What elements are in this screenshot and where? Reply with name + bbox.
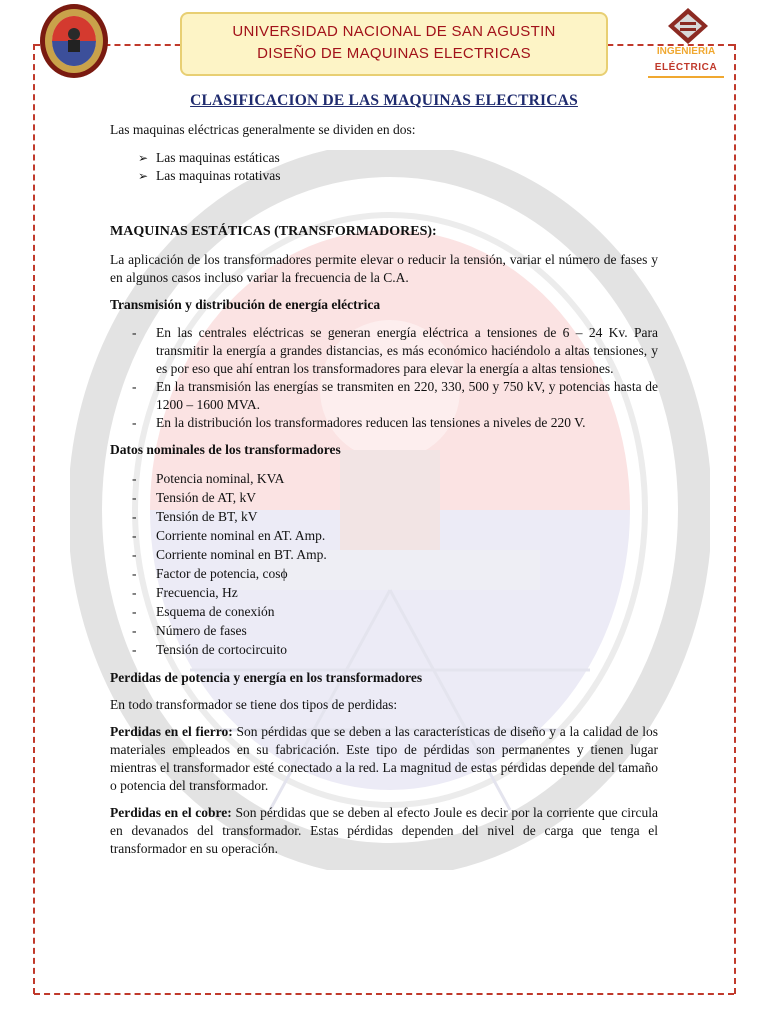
transmission-heading: Transmisión y distribución de energía eléctrica: [110, 297, 381, 312]
page-border-bottom: [34, 993, 734, 995]
list-item: - Potencia nominal, KVA: [132, 469, 658, 488]
losses-intro: En todo transformador se tiene dos tipos de perdidas:: [110, 697, 398, 712]
university-seal-logo: [38, 2, 110, 80]
iron-losses-text: Son pérdidas que se deben a las características de diseño y a la calidad de los materiales empleados en su fabricación. Este tipo de pérdidas son permanentes y tienen lugar mientras el transformador esté conectado a la red. La magnitud de estas pérdidas depende del tamaño o potencia del transformador.: [110, 724, 659, 793]
list-item: - Tensión de AT, kV: [132, 488, 658, 507]
list-item: - Corriente nominal en AT. Amp.: [132, 526, 658, 545]
list-item: - En la transmisión las energías se transmiten en 220, 330, 500 y 750 kV, y potencias hasta de 1200 – 1600 MVA.: [132, 378, 658, 414]
list-item: - Esquema de conexión: [132, 602, 658, 621]
copper-losses-text: Son pérdidas que se deben al efecto Joule es decir por la corriente que circula en devanados del transformador. Estas pérdidas dependen del nivel de carga que tenga el transformador en su operación.: [110, 805, 658, 856]
list-item: - Número de fases: [132, 621, 658, 640]
list-item: - Corriente nominal en BT. Amp.: [132, 545, 658, 564]
list-item: - Frecuencia, Hz: [132, 583, 658, 602]
logo-text-electrica: ELÉCTRICA: [654, 62, 718, 73]
losses-heading: Perdidas de potencia y energía en los transformadores: [110, 670, 423, 685]
document-body: [110, 92, 658, 858]
intro-paragraph: Las maquinas eléctricas generalmente se dividen en dos:: [110, 122, 416, 137]
course-name: DISEÑO DE MAQUINAS ELECTRICAS: [257, 45, 531, 62]
ratings-list: [110, 469, 658, 659]
ingenieria-electrica-logo: [654, 6, 722, 46]
list-item: - Factor de potencia, cosϕ: [132, 564, 658, 583]
document-title: CLASIFICACION DE LAS MAQUINAS ELECTRICAS: [190, 92, 578, 109]
static-machines-heading: MAQUINAS ESTÁTICAS (TRANSFORMADORES):: [110, 224, 437, 239]
iron-losses-label: Perdidas en el fierro:: [110, 724, 233, 739]
iron-losses-paragraph: [110, 723, 658, 795]
copper-losses-label: Perdidas en el cobre:: [110, 805, 232, 820]
static-machines-paragraph: La aplicación de los transformadores permite elevar o reducir la tensión, variar el número de fases y en algunos casos incluso variar la frecuencia de la C.A.: [110, 252, 658, 285]
logo-underline: [648, 76, 724, 78]
transmission-list: [110, 324, 658, 432]
list-item: - Tensión de BT, kV: [132, 507, 658, 526]
header-banner: [180, 12, 608, 76]
list-item: - En las centrales eléctricas se generan energía eléctrica a tensiones de 6 – 24 Kv. Para transmitir la energía a grandes distancias, es más económico haciéndolo a altas tensiones, y es por eso que ahí entran los transformadores para elevar la energía a altas tensiones.: [132, 324, 658, 378]
copper-losses-paragraph: [110, 804, 658, 858]
list-item: ➢ Las maquinas rotativas: [138, 167, 658, 185]
logo-text-ingenieria: INGENIERIA: [656, 46, 716, 57]
page-border-left: [33, 44, 35, 994]
list-item: - Tensión de cortocircuito: [132, 640, 658, 659]
ratings-heading: Datos nominales de los transformadores: [110, 442, 341, 457]
page-border-right: [734, 44, 736, 994]
university-name: UNIVERSIDAD NACIONAL DE SAN AGUSTIN: [232, 23, 556, 40]
list-item: ➢ Las maquinas estáticas: [138, 149, 658, 167]
list-item: - En la distribución los transformadores reducen las tensiones a niveles de 220 V.: [132, 414, 658, 432]
machine-types-list: [110, 149, 658, 185]
